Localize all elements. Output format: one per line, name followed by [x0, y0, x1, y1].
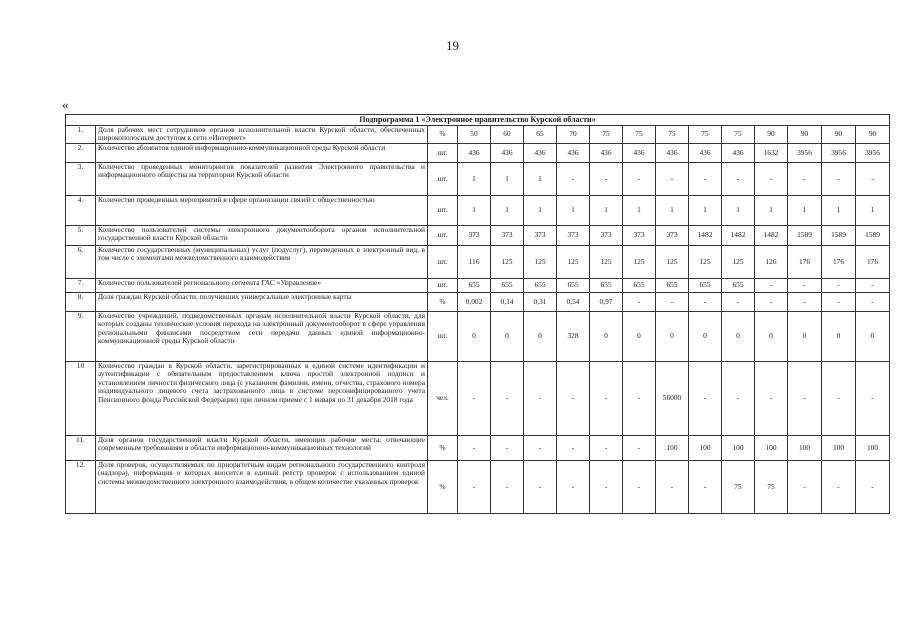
indicator-value: -	[755, 279, 788, 293]
indicator-value: 1	[822, 196, 856, 226]
indicator-value: 1	[557, 196, 590, 226]
indicator-value: 90	[755, 126, 788, 144]
indicator-value: 100	[755, 436, 788, 461]
indicator-value: 125	[491, 246, 524, 279]
indicator-value: 65	[524, 126, 557, 144]
table-body	[66, 115, 890, 514]
indicator-value: -	[656, 461, 689, 514]
indicator-value: 655	[524, 279, 557, 293]
indicator-value: -	[623, 362, 656, 436]
subprogram-title-row	[66, 115, 890, 126]
indicator-value: 436	[623, 144, 656, 163]
row-number: 4.	[66, 196, 96, 226]
indicator-value: 100	[656, 436, 689, 461]
indicator-value: 75	[623, 126, 656, 144]
indicator-value: 373	[458, 226, 491, 246]
indicator-value: -	[458, 436, 491, 461]
unit-of-measure: чел.	[428, 362, 458, 436]
subprogram-title: Подпрограмма 1 «Электронное правительство Курской области»	[66, 115, 890, 126]
indicator-name: Количество проведенных мониторингов показателей развития Электронного правительства и информационного общества на территории Курской области	[96, 163, 428, 196]
indicator-value: 0	[623, 312, 656, 362]
indicator-value: 1	[656, 196, 689, 226]
indicator-value: 373	[491, 226, 524, 246]
indicator-value: 1	[755, 196, 788, 226]
indicator-value: -	[590, 362, 623, 436]
indicator-value: 3956	[788, 144, 822, 163]
indicator-value: -	[788, 279, 822, 293]
indicator-value: 90	[822, 126, 856, 144]
indicator-value: -	[491, 461, 524, 514]
indicator-value: -	[557, 461, 590, 514]
unit-of-measure: шт.	[428, 246, 458, 279]
indicator-value: 1	[458, 196, 491, 226]
row-number: 5.	[66, 226, 96, 246]
indicator-value: 60	[491, 126, 524, 144]
indicator-name: Количество пользователей регионального сегмента ГАС «Управление»	[96, 279, 428, 293]
indicator-value: 436	[689, 144, 722, 163]
indicator-value: 125	[656, 246, 689, 279]
indicator-value: 0	[788, 312, 822, 362]
indicator-value: 436	[590, 144, 623, 163]
indicator-value: 436	[524, 144, 557, 163]
indicator-value: 176	[788, 246, 822, 279]
indicator-value: 1	[788, 196, 822, 226]
row-number: 7.	[66, 279, 96, 293]
indicator-value: 0	[755, 312, 788, 362]
indicator-value: 75	[722, 461, 755, 514]
indicator-value: 436	[458, 144, 491, 163]
table-row	[66, 436, 890, 461]
indicator-value: 655	[623, 279, 656, 293]
indicator-value: -	[491, 436, 524, 461]
indicators-table	[65, 114, 890, 514]
indicator-value: 100	[856, 436, 890, 461]
indicator-value: -	[689, 461, 722, 514]
indicator-value: 373	[656, 226, 689, 246]
unit-of-measure: шт.	[428, 279, 458, 293]
indicator-value: 0	[689, 312, 722, 362]
indicator-value: -	[557, 362, 590, 436]
indicator-value: 436	[557, 144, 590, 163]
indicator-value: 116	[458, 246, 491, 279]
table-row	[66, 196, 890, 226]
indicator-value: 125	[623, 246, 656, 279]
indicator-value: 176	[856, 246, 890, 279]
indicator-value: 373	[557, 226, 590, 246]
indicator-value: -	[755, 293, 788, 312]
indicator-value: -	[524, 461, 557, 514]
unit-of-measure: шт.	[428, 163, 458, 196]
indicator-value: 0,31	[524, 293, 557, 312]
indicator-name: Доля граждан Курской области, получивших универсальные электронные карты	[96, 293, 428, 312]
indicator-value: 0	[491, 312, 524, 362]
indicator-name: Доля проверок, осуществляемых по приоритетным видам регионального государственного контроля (надзора), информация о которых вносится в единый реестр проверок с использованием единой системы межведомственного электронного взаимодействия, в общем количестве указанных проверок	[96, 461, 428, 514]
indicator-value: 125	[722, 246, 755, 279]
indicator-value: -	[856, 461, 890, 514]
indicator-value: 90	[856, 126, 890, 144]
row-number: 2.	[66, 144, 96, 163]
indicator-value: -	[458, 362, 491, 436]
indicator-value: 1482	[689, 226, 722, 246]
indicator-value: 1	[524, 163, 557, 196]
indicator-value: 100	[722, 436, 755, 461]
table-row	[66, 293, 890, 312]
table-row	[66, 279, 890, 293]
indicator-value: 328	[557, 312, 590, 362]
indicator-value: 1589	[788, 226, 822, 246]
indicator-value: -	[623, 461, 656, 514]
indicator-value: 655	[590, 279, 623, 293]
indicator-value: 75	[722, 126, 755, 144]
indicator-value: 655	[656, 279, 689, 293]
indicator-value: -	[822, 163, 856, 196]
unit-of-measure: %	[428, 461, 458, 514]
indicator-value: 0,97	[590, 293, 623, 312]
indicator-value: 176	[822, 246, 856, 279]
indicator-value: -	[755, 163, 788, 196]
indicator-value: 1482	[722, 226, 755, 246]
indicator-value: -	[524, 436, 557, 461]
row-number: 10	[66, 362, 96, 436]
indicator-value: 90	[788, 126, 822, 144]
indicator-value: 0	[856, 312, 890, 362]
indicator-value: -	[722, 362, 755, 436]
indicator-value: -	[822, 279, 856, 293]
indicator-value: 373	[524, 226, 557, 246]
indicator-value: 125	[557, 246, 590, 279]
indicator-value: 0	[656, 312, 689, 362]
unit-of-measure: %	[428, 126, 458, 144]
indicator-value: -	[590, 436, 623, 461]
indicator-value: 436	[491, 144, 524, 163]
indicator-value: 1	[458, 163, 491, 196]
indicator-value: 655	[557, 279, 590, 293]
indicator-value: 3956	[822, 144, 856, 163]
indicator-value: 56000	[656, 362, 689, 436]
indicator-value: -	[856, 293, 890, 312]
row-number: 3.	[66, 163, 96, 196]
indicator-value: -	[590, 163, 623, 196]
unit-of-measure: шт.	[428, 226, 458, 246]
indicator-value: 1589	[822, 226, 856, 246]
row-number: 11.	[66, 436, 96, 461]
row-number: 8.	[66, 293, 96, 312]
indicator-value: 75	[755, 461, 788, 514]
indicator-value: 1	[722, 196, 755, 226]
indicator-value: -	[788, 293, 822, 312]
indicator-name: Доля рабочих мест сотрудников органов исполнительной власти Курской области, обеспеченных широкополосным доступом к сети «Интернет»	[96, 126, 428, 144]
unit-of-measure: шт.	[428, 196, 458, 226]
indicator-value: -	[458, 461, 491, 514]
indicator-value: 1	[689, 196, 722, 226]
indicator-value: 436	[656, 144, 689, 163]
indicator-value: 50	[458, 126, 491, 144]
indicator-value: 655	[491, 279, 524, 293]
indicator-value: 0,002	[458, 293, 491, 312]
indicator-value: 100	[822, 436, 856, 461]
indicator-value: -	[822, 362, 856, 436]
indicator-name: Количество государственных (муниципальных) услуг (подуслуг), переведенных в электронный вид, в том числе с элементами межведомственного взаимодействия	[96, 246, 428, 279]
indicator-value: 1	[623, 196, 656, 226]
indicator-value: 70	[557, 126, 590, 144]
indicator-value: 100	[788, 436, 822, 461]
table-row	[66, 362, 890, 436]
indicator-value: -	[623, 163, 656, 196]
indicator-value: 1482	[755, 226, 788, 246]
table-row	[66, 126, 890, 144]
indicator-value: 0	[458, 312, 491, 362]
indicator-value: -	[557, 163, 590, 196]
indicator-value: -	[623, 436, 656, 461]
indicator-value: 75	[590, 126, 623, 144]
indicator-value: 0	[590, 312, 623, 362]
page-number: 19	[446, 38, 459, 53]
indicator-value: 0	[722, 312, 755, 362]
indicator-value: 0,14	[491, 293, 524, 312]
row-number: 1.	[66, 126, 96, 144]
indicator-value: 373	[623, 226, 656, 246]
table-row	[66, 461, 890, 514]
indicator-value: -	[788, 163, 822, 196]
indicator-value: 75	[689, 126, 722, 144]
unit-of-measure: %	[428, 293, 458, 312]
table-row	[66, 226, 890, 246]
opening-quote-mark: «	[62, 97, 69, 112]
indicator-value: 655	[458, 279, 491, 293]
indicator-value: -	[689, 293, 722, 312]
indicator-value: 1	[491, 196, 524, 226]
indicator-value: 0,54	[557, 293, 590, 312]
indicator-value: -	[656, 163, 689, 196]
indicator-value: 655	[722, 279, 755, 293]
unit-of-measure: шт.	[428, 144, 458, 163]
indicator-value: -	[788, 461, 822, 514]
indicator-value: -	[524, 362, 557, 436]
unit-of-measure: %	[428, 436, 458, 461]
indicator-value: 436	[722, 144, 755, 163]
indicator-value: 0	[524, 312, 557, 362]
indicator-value: -	[722, 293, 755, 312]
indicator-value: -	[755, 362, 788, 436]
indicator-value: 125	[590, 246, 623, 279]
indicator-value: -	[788, 362, 822, 436]
indicator-value: 75	[656, 126, 689, 144]
indicator-name: Количество учреждений, подведомственных органам исполнительной власти Курской области, для которых созданы технические условия перехода на электронный документооборот в сфере управления региональными финансами посредством сети передачи данных единой информационно-коммуникационной среды Курской области	[96, 312, 428, 362]
indicator-value: -	[856, 362, 890, 436]
indicator-value: -	[491, 362, 524, 436]
indicator-value: -	[623, 293, 656, 312]
indicator-value: -	[689, 163, 722, 196]
indicator-value: -	[822, 293, 856, 312]
indicator-value: -	[722, 163, 755, 196]
indicator-value: 3956	[856, 144, 890, 163]
indicator-value: 125	[689, 246, 722, 279]
indicator-value: 1	[524, 196, 557, 226]
row-number: 9.	[66, 312, 96, 362]
table-row	[66, 144, 890, 163]
indicator-value: -	[656, 293, 689, 312]
indicator-value: 1	[491, 163, 524, 196]
indicator-value: 655	[689, 279, 722, 293]
row-number: 6.	[66, 246, 96, 279]
indicator-name: Количество абонентов единой информационно-коммуникационной среды Курской области	[96, 144, 428, 163]
unit-of-measure: шт.	[428, 312, 458, 362]
indicator-value: -	[557, 436, 590, 461]
table-row	[66, 163, 890, 196]
indicator-value: 1	[590, 196, 623, 226]
indicator-value: -	[590, 461, 623, 514]
indicator-value: -	[689, 362, 722, 436]
indicator-name: Количество проведенных мероприятий в сфере организации связей с общественностью	[96, 196, 428, 226]
row-number: 12.	[66, 461, 96, 514]
indicator-value: -	[822, 461, 856, 514]
indicator-value: -	[856, 163, 890, 196]
indicator-value: 373	[590, 226, 623, 246]
indicator-value: 126	[755, 246, 788, 279]
indicator-value: 1	[856, 196, 890, 226]
indicator-value: -	[856, 279, 890, 293]
indicator-name: Количество граждан в Курской области, зарегистрированных в единой системе идентификации и аутентификации с обязательным предоставлением ключа простой электронной подписи и установлением личности физического лица (с указанием фамилии, имени, отчества, страхового номера индивидуального лицевого счета застрахованного лица в системе персонифицированного учета Пенсионного фонда Российской Федерации) при личном приеме с 1 января по 31 декабря 2018 года	[96, 362, 428, 436]
indicator-name: Доля органов государственной власти Курской области, имеющих рабочие места, отвечающие современным требованиям в области информационно-коммуникационных технологий	[96, 436, 428, 461]
table-row	[66, 312, 890, 362]
table-row	[66, 246, 890, 279]
indicator-value: 125	[524, 246, 557, 279]
indicator-value: 100	[689, 436, 722, 461]
indicator-name: Количество пользователей системы электронного документооборота органов исполнительной государственной власти Курской области	[96, 226, 428, 246]
indicator-value: 1632	[755, 144, 788, 163]
indicator-value: 0	[822, 312, 856, 362]
indicator-value: 1589	[856, 226, 890, 246]
